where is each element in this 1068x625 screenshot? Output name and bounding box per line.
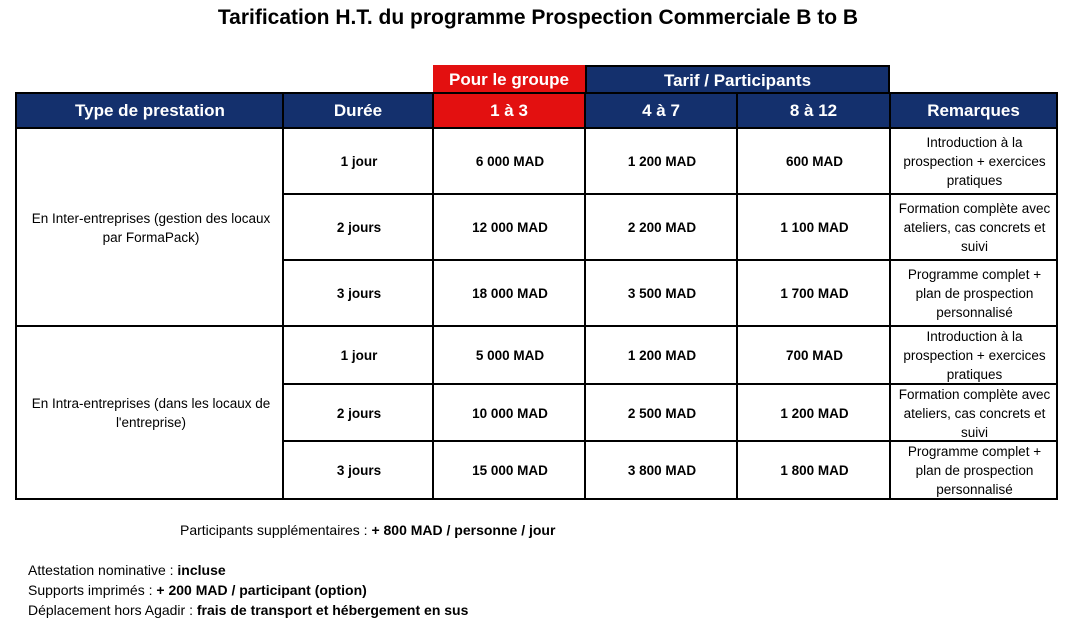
price-cell: 6 000 MAD <box>475 154 545 169</box>
section-label-inter: En Inter-entreprises (gestion des locaux par FormaPack) <box>31 210 271 245</box>
section-label-intra: En Intra-entreprises (dans les locaux de l'entreprise) <box>31 396 271 430</box>
duree-cell: 3 jours <box>336 463 382 478</box>
price-cell: 2 200 MAD <box>627 220 697 235</box>
footnote-extra-participants <box>180 522 555 538</box>
footnote-label: Participants supplémentaires : <box>180 522 372 538</box>
price-cell: 12 000 MAD <box>472 220 548 235</box>
footnote-label: Supports imprimés : <box>28 582 157 598</box>
remark-cell: Introduction à la prospection + exercices pratiques <box>903 329 1046 382</box>
col-header-remarques: Remarques <box>890 94 1057 128</box>
remark-cell: Formation complète avec ateliers, cas concrets et suivi <box>898 386 1051 440</box>
duree-cell: 2 jours <box>336 220 382 235</box>
col-header-duree: Durée <box>283 94 433 128</box>
footnote-supports <box>28 582 367 598</box>
duree-cell: 1 jour <box>340 154 378 169</box>
price-cell: 1 200 MAD <box>627 348 697 363</box>
page-title: Tarification H.T. du programme Prospection Commerciale B to B <box>217 6 859 29</box>
price-cell: 3 500 MAD <box>627 286 697 301</box>
price-cell: 3 800 MAD <box>627 463 697 478</box>
footnote-value: incluse <box>177 562 226 578</box>
remark-cell: Formation complète avec ateliers, cas concrets et suivi <box>898 201 1051 254</box>
remark-cell: Programme complet + plan de prospection personnalisé <box>907 267 1042 320</box>
price-cell: 15 000 MAD <box>472 463 548 478</box>
price-cell: 2 500 MAD <box>627 405 697 421</box>
footnote-label: Attestation nominative : <box>28 562 178 578</box>
duree-cell: 3 jours <box>336 286 382 301</box>
remark-cell: Programme complet + plan de prospection personnalisé <box>907 444 1042 497</box>
price-cell: 600 MAD <box>785 154 844 169</box>
col-header-4-7: 4 à 7 <box>585 94 737 128</box>
col-header-1-3: 1 à 3 <box>433 94 585 128</box>
group-header: Pour le groupe <box>433 65 585 95</box>
remark-cell: Introduction à la prospection + exercices pratiques <box>903 135 1046 188</box>
price-cell: 5 000 MAD <box>475 348 545 363</box>
col-header-8-12: 8 à 12 <box>737 94 890 128</box>
duree-cell: 2 jours <box>336 405 382 421</box>
footnote-attestation <box>28 562 226 578</box>
footnote-value: + 800 MAD / personne / jour <box>371 522 556 538</box>
footnote-value: frais de transport et hébergement en sus <box>196 602 469 618</box>
duree-cell: 1 jour <box>340 348 378 363</box>
footnote-deplacement <box>28 602 468 618</box>
footnote-value: + 200 MAD / participant (option) <box>156 582 367 598</box>
price-cell: 18 000 MAD <box>472 286 548 301</box>
price-cell: 1 800 MAD <box>780 463 849 478</box>
price-cell: 1 200 MAD <box>627 154 697 169</box>
price-cell: 700 MAD <box>785 348 844 363</box>
price-cell: 1 100 MAD <box>780 220 849 235</box>
footnote-label: Déplacement hors Agadir : <box>28 602 197 618</box>
tarif-header: Tarif / Participants <box>585 65 890 95</box>
price-cell: 1 700 MAD <box>780 286 849 301</box>
price-cell: 1 200 MAD <box>780 405 849 421</box>
col-header-type: Type de prestation <box>17 94 283 128</box>
price-cell: 10 000 MAD <box>472 405 548 421</box>
